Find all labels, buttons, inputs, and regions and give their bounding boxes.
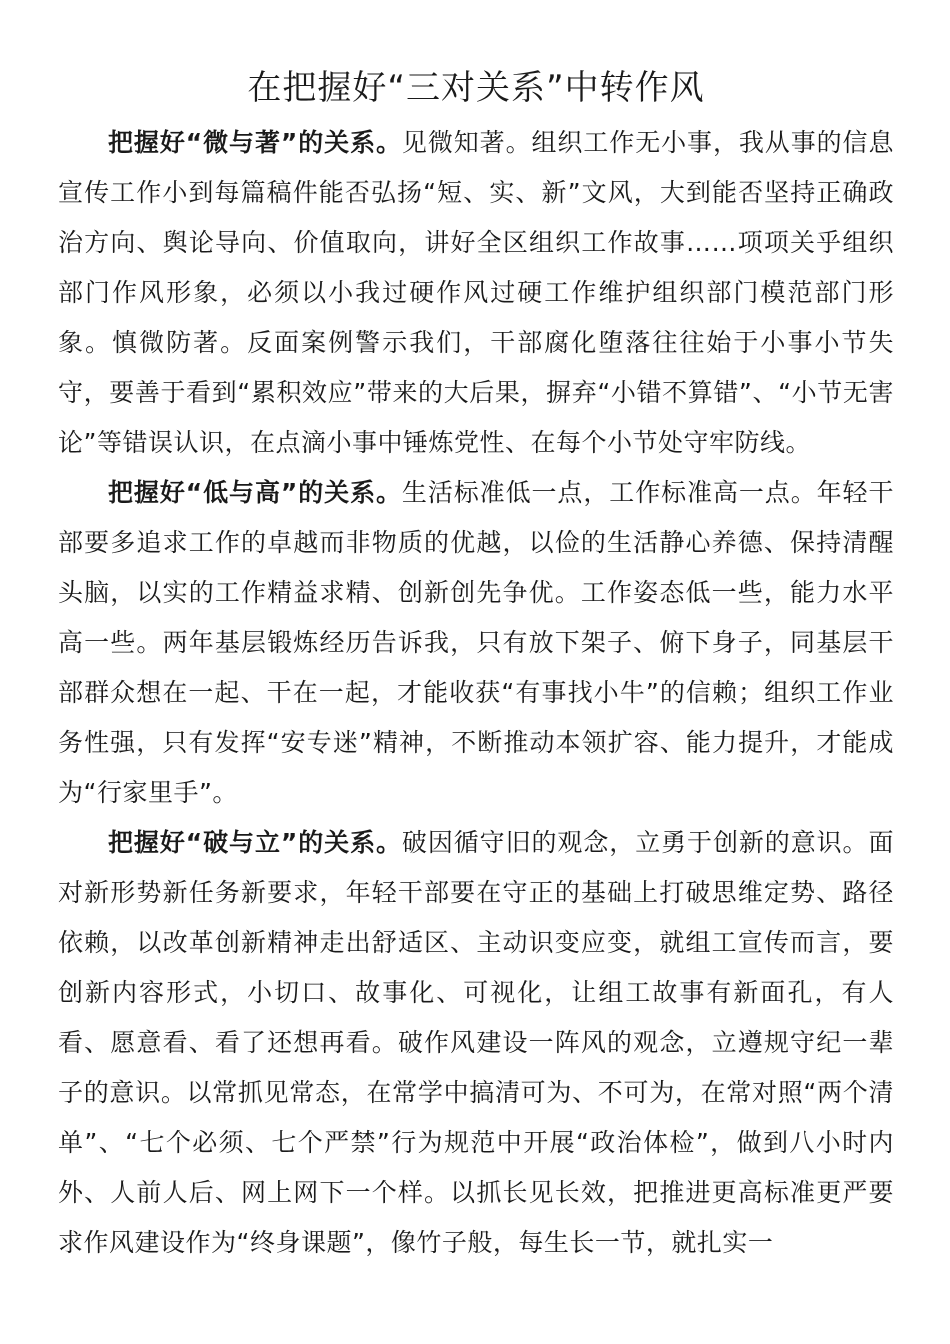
paragraph-3-lead: 把握好“破与立”的关系。 — [108, 828, 402, 857]
document-title: 在把握好“三对关系”中转作风 — [247, 68, 705, 108]
paragraph-2-lead: 把握好“低与高”的关系。 — [108, 478, 402, 507]
paragraph-3-body: 破因循守旧的观念，立勇于创新的意识。面对新形势新任务新要求，年轻干部要在守正的基础上打破思维定势、路径依赖，以改革创新精神走出舒适区、主动识变应变，就组工宣传而言，要创新内容形式，小切口、故事化、可视化，让组工故事有新面孔，有人看、愿意看、看了还想再看。破作风建设一阵风的观念，立遵规守纪一辈子的意识。以常抓见常态，在常学中搞清可为、不可为，在常对照“两个清单”、“七个必须、七个严禁”行为规范中开展“政治体检”，做到八小时内外、人前人后、网上网下一个样。以抓长见长效，把推进更高标准更严要求作风建设作为“终身课题”，像竹子般，每生长一节，就扎实一 — [58, 828, 894, 1257]
document-page — [58, 62, 894, 1268]
paragraph-2-body: 生活标准低一点，工作标准高一点。年轻干部要多追求工作的卓越而非物质的优越，以俭的生活静心养德、保持清醒头脑，以实的工作精益求精、创新创先争优。工作姿态低一些，能力水平高一些。两年基层锻炼经历告诉我，只有放下架子、俯下身子，同基层干部群众想在一起、干在一起，才能收获“有事找小牛”的信赖；组织工作业务性强，只有发挥“安专迷”精神，不断推动本领扩容、能力提升，才能成为“行家里手”。 — [58, 478, 894, 807]
paragraph-1 — [58, 118, 894, 468]
paragraph-3 — [58, 818, 894, 1268]
paragraph-2 — [58, 468, 894, 818]
paragraph-1-lead: 把握好“微与著”的关系。 — [108, 128, 402, 157]
paragraph-1-body: 见微知著。组织工作无小事，我从事的信息宣传工作小到每篇稿件能否弘扬“短、实、新”文风，大到能否坚持正确政治方向、舆论导向、价值取向，讲好全区组织工作故事……项项关乎组织部门作风形象，必须以小我过硬作风过硬工作维护组织部门模范部门形象。慎微防著。反面案例警示我们，干部腐化堕落往往始于小事小节失守，要善于看到“累积效应”带来的大后果，摒弃“小错不算错”、“小节无害论”等错误认识，在点滴小事中锤炼党性、在每个小节处守牢防线。 — [58, 128, 894, 457]
